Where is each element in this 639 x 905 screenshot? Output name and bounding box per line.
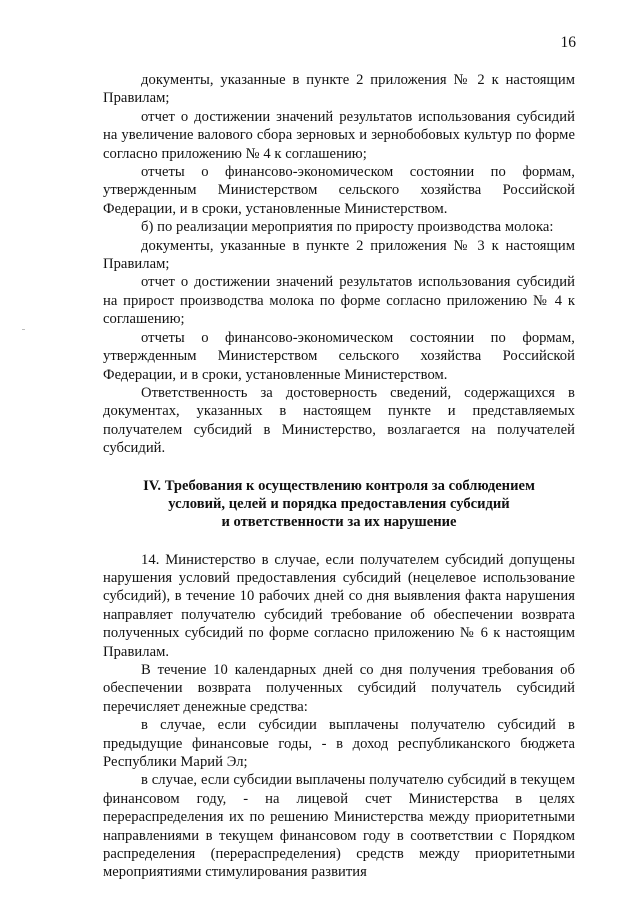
paragraph: в случае, если субсидии выплачены получателю субсидий в предыдущие финансовые годы, - в доход республиканского бюджета Республики Марий Эл; <box>103 717 575 770</box>
section-heading-line: условий, целей и порядка предоставления субсидий <box>168 495 510 512</box>
paragraph: документы, указанные в пункте 2 приложения № 3 к настоящим Правилам; <box>103 237 575 273</box>
paragraph: отчет о достижении значений результатов использования субсидий на увеличение валового сбора зерновых и зернобобовых культур по форме согласно приложению № 4 к соглашению; <box>103 108 575 162</box>
paragraph: б) по реализации мероприятия по приросту производства молока: <box>141 219 554 236</box>
paragraph: 14. Министерство в случае, если получателем субсидий допущены нарушения условий предоставления субсидий (нецелевое использование субсидий), в течение 10 рабочих дней со дня выявления факта нарушения направляет получателю субсидий требование об обеспечении возврата полученных субсидий по форме согласно приложению № 6 к настоящим Правилам. <box>103 551 575 660</box>
paragraph: документы, указанные в пункте 2 приложения № 2 к настоящим Правилам; <box>103 72 575 107</box>
paragraph: отчеты о финансово-экономическом состоянии по формам, утвержденным Министерством сельского хозяйства Российской Федерации, и в сроки, установленные Министерством. <box>103 329 575 383</box>
section-heading <box>103 477 575 531</box>
paragraph: Ответственность за достоверность сведений, содержащихся в документах, указанных в настоящем пункте и представляемых получателем субсидий в Министерство, возлагается на получателей субсидий. <box>103 384 575 457</box>
paragraph: отчеты о финансово-экономическом состоянии по формам, утвержденным Министерством сельского хозяйства Российской Федерации, и в сроки, установленные Министерством. <box>103 164 575 217</box>
section-heading-line: IV. Требования к осуществлению контроля за соблюдением <box>143 477 535 494</box>
page-number: 16 <box>560 34 576 51</box>
document-body <box>103 71 575 882</box>
section-heading-line: и ответственности за их нарушение <box>221 513 457 530</box>
paragraph: отчет о достижении значений результатов использования субсидий на прирост производства молока по форме согласно приложению № 4 к соглашению; <box>103 274 575 328</box>
paragraph: В течение 10 календарных дней со дня получения требования об обеспечении возврата полученных субсидий получатель субсидий перечисляет денежные средства: <box>103 661 575 715</box>
paragraph: в случае, если субсидии выплачены получателю субсидий в текущем финансовом году, - на лицевой счет Министерства в целях перераспределения их по решению Министерства между приоритетными направлениями в текущем финансовом году в соответствии с Порядком распределения (перераспределения) средств между приоритетными мероприятиями стимулирования развития <box>103 772 575 881</box>
scan-mark <box>22 329 25 330</box>
